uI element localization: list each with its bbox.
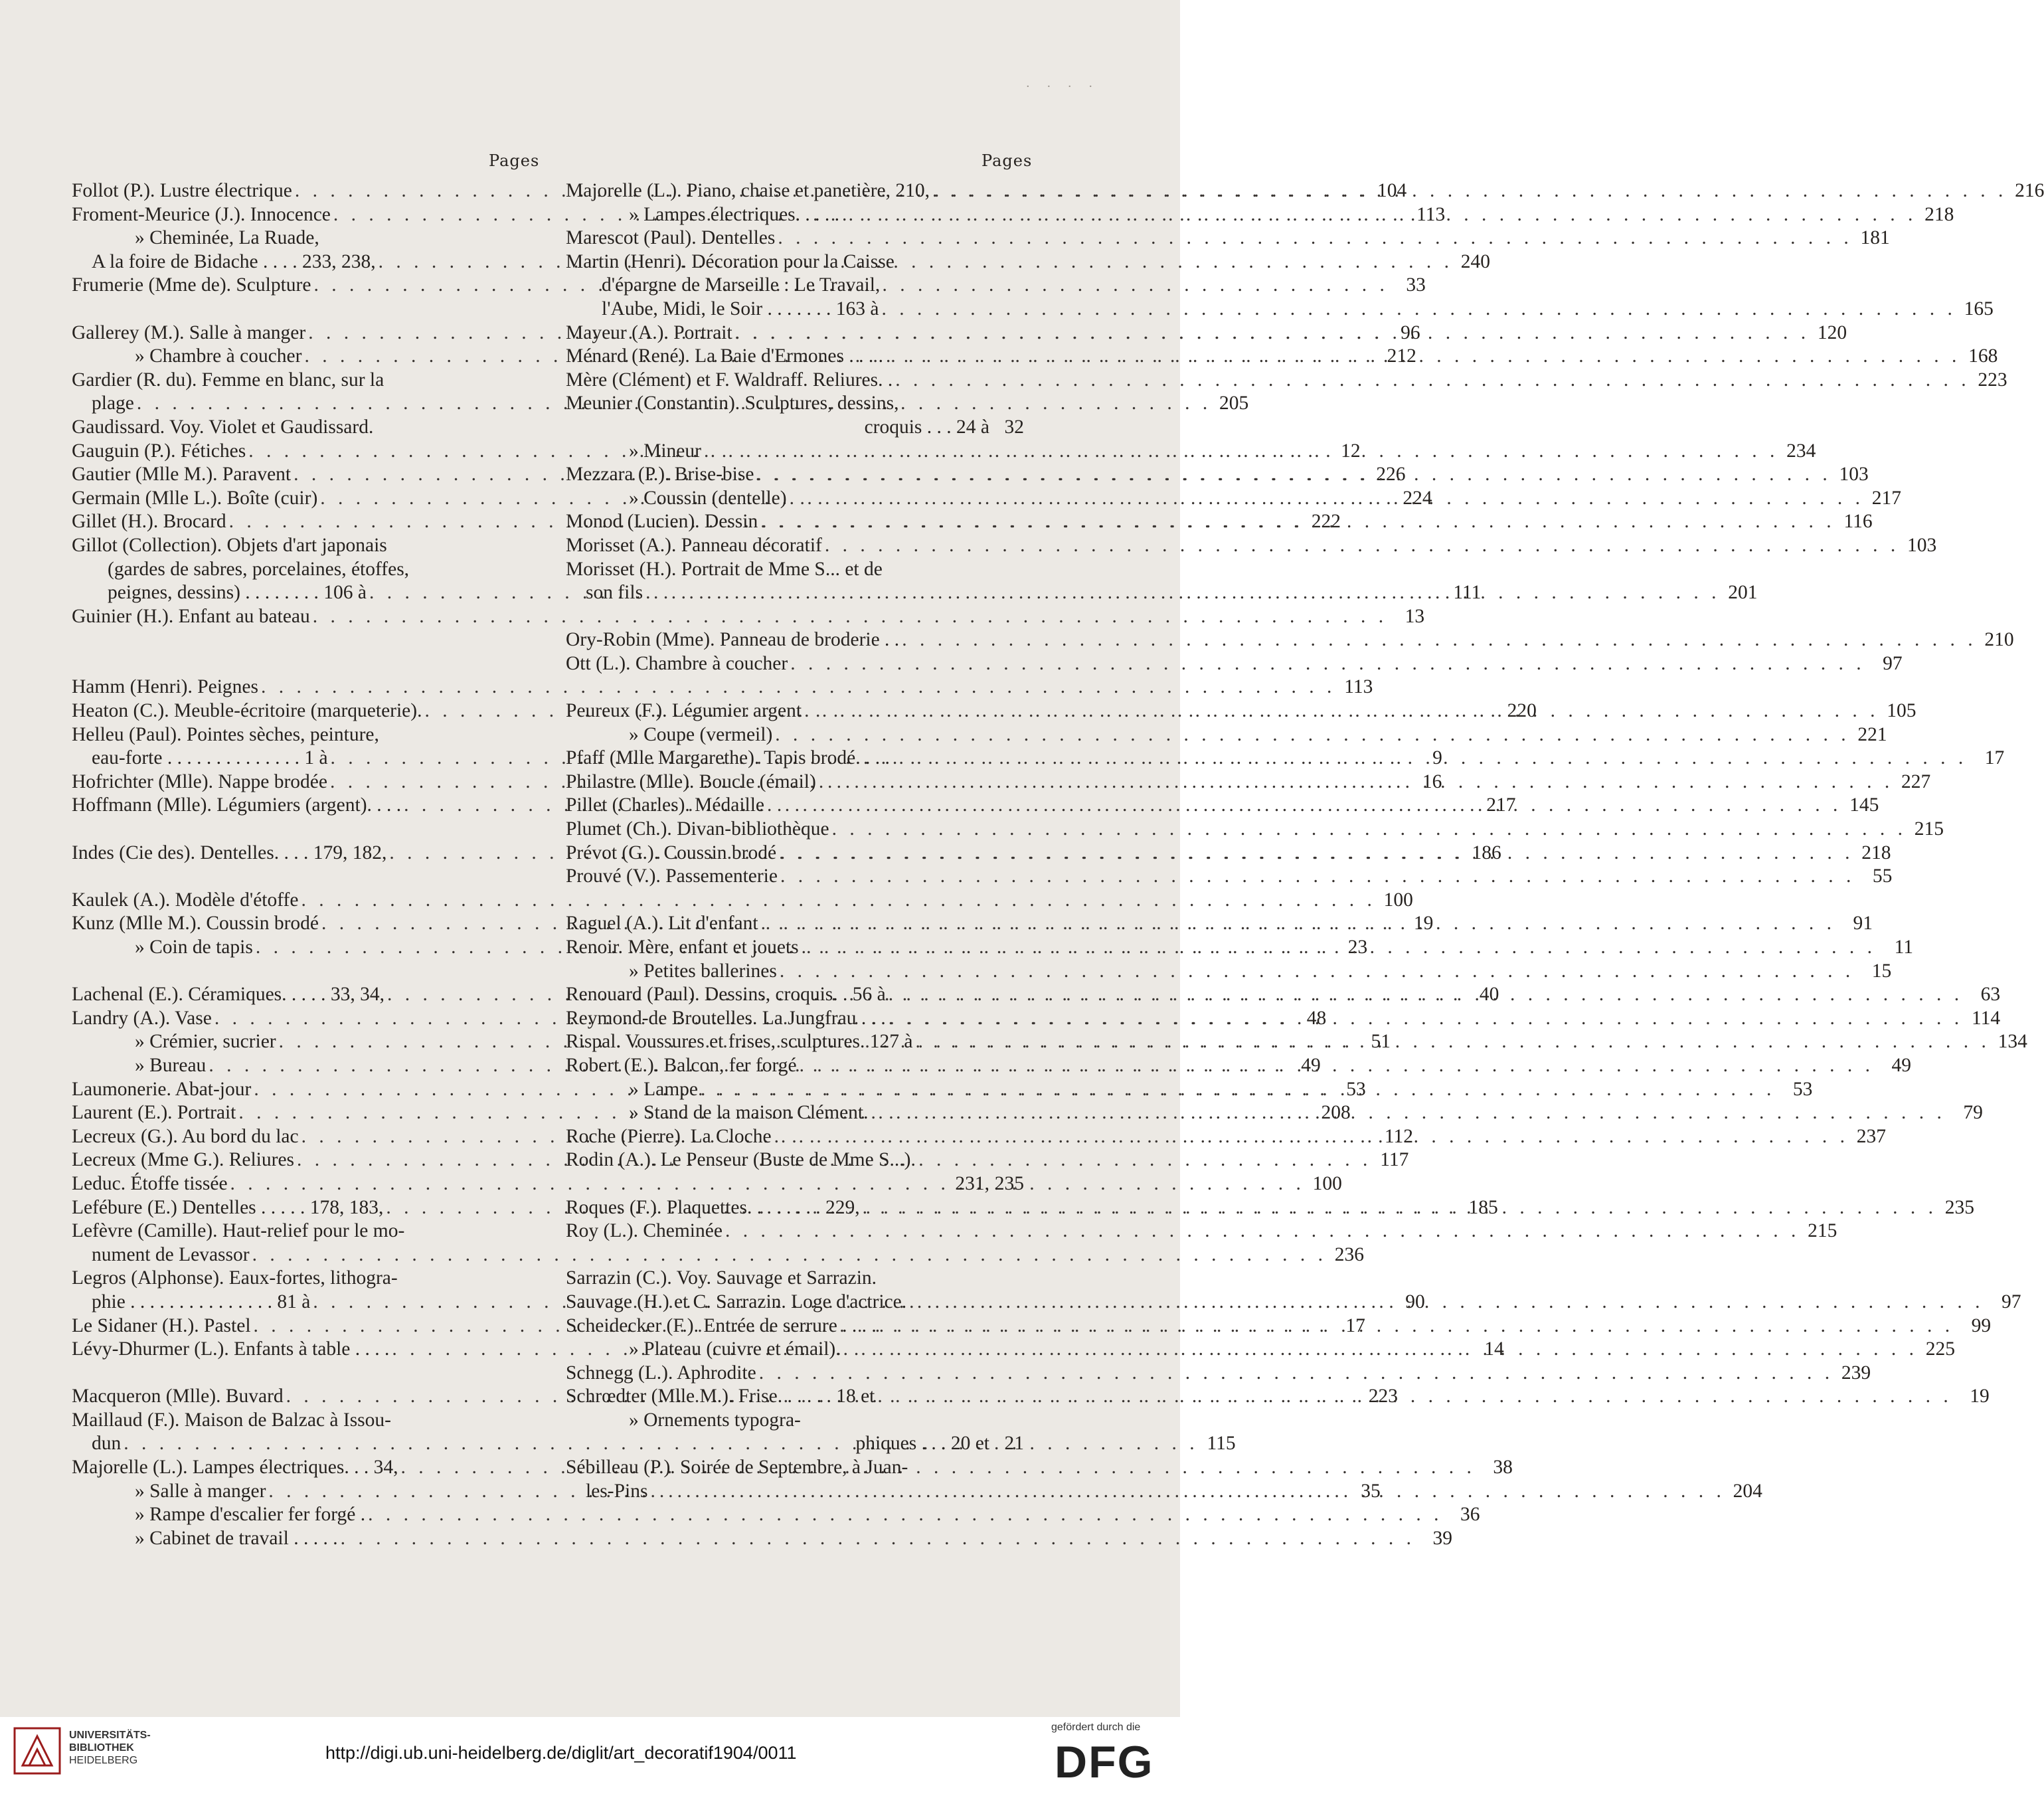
page-number: 38 [1493, 1457, 1513, 1479]
page-number: 221 [1857, 723, 1887, 745]
entry-text: Robert (E.). Balcon, fer forgé [566, 1054, 797, 1076]
page-number: 15 [1871, 960, 1892, 982]
dot-leader [860, 1196, 1940, 1220]
index-entry [566, 1078, 1813, 1102]
index-entry [72, 226, 533, 250]
dot-leader [879, 298, 1958, 321]
entry-text: Pfaff (Mlle Margarethe). Tapis brodé. . . . [566, 747, 890, 769]
dot-leader [758, 912, 1838, 936]
dot-leader [906, 1291, 1986, 1314]
entry-text: Helleu (Paul). Pointes sèches, peinture, [72, 723, 379, 745]
entry-text: les-Pins [586, 1480, 648, 1502]
page-number: 19 [1413, 913, 1434, 935]
dot-leader [778, 865, 1857, 889]
dot-leader [877, 1314, 1956, 1338]
page-number: 17 [1345, 1314, 1365, 1336]
section-spacer [566, 605, 1024, 629]
page-number: 236 [1334, 1243, 1364, 1265]
entry-text: Heaton (C.). Meuble-écritoire (marqueterie). [72, 700, 422, 722]
page-number: 117 [1380, 1149, 1409, 1171]
page-number: 145 [1849, 794, 1879, 816]
entry-text: Rispal. Voussures et frises, sculptures. 127 à [566, 1031, 913, 1053]
page-number: 225 [1925, 1338, 1955, 1360]
page-number: 14 [1484, 1338, 1504, 1360]
page-number: 208 [1321, 1102, 1351, 1124]
dot-leader [777, 960, 1857, 984]
index-entry [566, 250, 1024, 274]
funded-by-label: gefördert durch die [1051, 1722, 1141, 1733]
page-number: 104 [1377, 180, 1407, 201]
entry-text: Gardier (R. du). Femme en blanc, sur la [72, 369, 384, 391]
page-number: 79 [1963, 1102, 1983, 1124]
entry-text: » Cabinet de travail . . . . . [135, 1527, 338, 1549]
page-number: 53 [1346, 1078, 1366, 1100]
index-entry [72, 723, 533, 747]
page-number: 215 [1808, 1220, 1837, 1242]
dot-leader [754, 463, 1833, 487]
entry-text: nument de Levassor [92, 1243, 250, 1265]
index-entry [566, 652, 1903, 676]
index-entry [72, 369, 533, 393]
index-entry [72, 675, 1373, 699]
index-entry [566, 818, 1944, 842]
entry-text: Majorelle (L.). Lampes électriques. . . 34, [72, 1457, 398, 1479]
library-name [69, 1729, 151, 1767]
page-number: 63 [1980, 984, 2001, 1006]
index-entry [566, 392, 1024, 416]
dot-leader [338, 1527, 1418, 1551]
entry-text: Macqueron (Mlle). Buvard [72, 1386, 284, 1407]
section-spacer [72, 652, 533, 676]
dot-leader [829, 818, 1909, 842]
entry-text: Mayeur (A.). Portrait [566, 321, 732, 343]
page-number: 134 [1998, 1031, 2027, 1053]
index-entry [566, 723, 1887, 747]
page-number: 237 [1856, 1125, 1886, 1147]
dot-leader [775, 226, 1855, 250]
entry-text: » Cheminée, La Ruade, [135, 227, 319, 249]
index-entry [566, 1267, 1024, 1291]
entry-text: Lecreux (Mme G.). Reliures [72, 1149, 295, 1171]
dot-leader [756, 1362, 1836, 1386]
dot-leader [816, 770, 1896, 794]
page-number: 216 [2015, 180, 2044, 201]
dot-leader [839, 203, 1919, 227]
dot-leader [913, 1030, 1993, 1054]
dot-leader [883, 345, 1963, 369]
page-number: 234 [1786, 440, 1816, 462]
entry-text: Martin (Henri). Décoration pour la Caisse [566, 250, 894, 272]
page-number: 222 [1311, 511, 1341, 533]
page-number: 23 [1347, 937, 1368, 958]
dfg-logo: DFG [1055, 1737, 1154, 1787]
page-number: 204 [1733, 1480, 1762, 1502]
dot-leader [886, 983, 1966, 1007]
index-entry [72, 1267, 533, 1291]
entry-text: Schnegg (L.). Aphrodite [566, 1362, 756, 1384]
entry-text: Lefèvre (Camille). Haut-relief pour le mo- [72, 1220, 405, 1242]
entry-text: » Stand de la maison Clément. [629, 1102, 869, 1124]
entry-text: son fils [586, 582, 643, 604]
page-number: 17 [1984, 747, 2005, 769]
page-number: 19 [1970, 1386, 1990, 1407]
source-url-link[interactable]: http://digi.ub.uni-heidelberg.de/diglit/art_decoratif1904/0011 [325, 1743, 797, 1763]
entry-text: » Rampe d'escalier fer forgé . [135, 1504, 366, 1526]
entry-text: Roche (Pierre). La Cloche [566, 1125, 772, 1147]
dot-leader [698, 1078, 1778, 1102]
entry-text: » Coussin (dentelle) [629, 487, 787, 509]
entry-text: Philastre (Mlle). Boucle (émail) [566, 770, 816, 792]
index-entry [566, 274, 1024, 298]
section-spacer [72, 818, 533, 842]
page-number: 217 [1486, 794, 1516, 816]
page-number: 55 [1872, 865, 1893, 887]
entry-text: Gauguin (P.). Fétiches [72, 440, 246, 462]
entry-text: Reymond-de Broutelles. La Jungfrau . . . [566, 1007, 886, 1029]
page-number: 212 [1387, 345, 1416, 367]
library-line-3: HEIDELBERG [69, 1755, 138, 1766]
page-number: 39 [1432, 1527, 1452, 1549]
entry-text: Sauvage (H.) et C. Sarrazin. Loge d'actrice. [566, 1291, 907, 1312]
entry-text: » Crémier, sucrier [135, 1031, 276, 1053]
entry-text: Prouvé (V.). Passementerie [566, 865, 778, 887]
entry-text: Indes (Cie des). Dentelles. . . . 179, 182, [72, 842, 387, 863]
entry-text: Ory-Robin (Mme). Panneau de broderie . . [566, 629, 900, 651]
index-entry [72, 1243, 1364, 1267]
pages-header-right: Pages [981, 151, 1033, 170]
entry-text: Froment-Meurice (J.). Innocence [72, 203, 331, 225]
page-number: 100 [1383, 889, 1413, 911]
dot-leader [799, 936, 1879, 960]
entry-text: » Salle à manger [135, 1480, 266, 1502]
entry-text: peignes, dessins) . . . . . . . . 106 à [108, 582, 367, 604]
page-number: 201 [1728, 582, 1758, 604]
entry-text: Sarrazin (C.). Voy. Sauvage et Sarrazin. [566, 1267, 877, 1289]
entry-text: » Lampes électriques. . . . . [629, 203, 840, 225]
page-number: 186 [1472, 842, 1501, 863]
dot-leader [841, 1338, 1920, 1362]
index-entry [566, 298, 1994, 321]
entry-text: Rodin (A.). Le Penseur (Buste de Mme S...). [566, 1149, 916, 1171]
entry-text: Laumonerie. Abat-jour [72, 1078, 252, 1100]
page-number: 9 [1432, 747, 1442, 769]
entry-text: Kunz (Mlle M.). Coussin brodé [72, 913, 319, 935]
page-number: 40 [1479, 984, 1499, 1006]
entry-text: Maillaud (F.). Maison de Balzac à Issou- [72, 1409, 391, 1431]
section-spacer [72, 1362, 533, 1386]
section-spacer [72, 628, 533, 652]
entry-text: Laurent (E.). Portrait [72, 1102, 236, 1124]
entry-text: croquis . . . 24 à [864, 416, 989, 438]
index-entry [72, 1219, 533, 1243]
section-spacer [566, 1243, 1024, 1267]
dot-leader [772, 1125, 1851, 1149]
entry-text: Mezzara (P.). Brise-bise [566, 464, 754, 486]
page-number: 105 [1887, 700, 1916, 722]
entry-text: plage [92, 393, 134, 414]
dot-leader [886, 1007, 1966, 1031]
index-entry [566, 1409, 1024, 1433]
dot-leader [797, 1054, 1877, 1078]
index-entry [566, 226, 1890, 250]
index-entry [72, 1527, 1452, 1551]
index-entry [566, 1054, 1911, 1078]
index-entry [72, 1503, 1480, 1527]
page-number: 99 [1971, 1314, 1992, 1336]
entry-text: Morisset (H.). Portrait de Mme S... et de [566, 558, 883, 580]
entry-text: » Chambre à coucher [135, 345, 302, 367]
index-entry [566, 1456, 1024, 1480]
entry-text: Monod (Lucien). Dessin [566, 511, 758, 533]
entry-text: Ott (L.). Chambre à coucher [566, 652, 788, 674]
index-entry [566, 747, 2005, 770]
library-line-1: UNIVERSITÄTS- [69, 1730, 151, 1741]
entry-text: Schrœdter (Mlle M.). Frise. . . . . . 18 et [566, 1386, 875, 1407]
entry-text: Lefébure (E.) Dentelles . . . . . 178, 183, [72, 1196, 384, 1218]
page-number: 217 [1871, 487, 1901, 509]
page-number: 120 [1817, 321, 1847, 343]
page-number: 32 [1004, 416, 1024, 438]
entry-text: Marescot (Paul). Dentelles [566, 227, 776, 249]
dot-leader [732, 321, 1812, 345]
page-number: 224 [1403, 487, 1432, 509]
dot-leader [890, 747, 1970, 770]
entry-text: 231, [955, 1172, 989, 1194]
index-entry [72, 605, 1425, 629]
entry-text: Frumerie (Mme de). Sculpture [72, 274, 311, 296]
index-entry [72, 1409, 533, 1433]
entry-text: Gallerey (M.). Salle à manger [72, 321, 306, 343]
page-number: 12 [1341, 440, 1361, 462]
entry-text: Gillot (Collection). Objets d'art japonais [72, 534, 387, 556]
page-number: 168 [1968, 345, 1998, 367]
entry-text: Follot (P.). Lustre électrique [72, 180, 292, 201]
page-number: 49 [1301, 1054, 1321, 1076]
entry-text: » Mineur [629, 440, 701, 462]
page-number: 165 [1964, 298, 1994, 319]
entry-text: » Coin de tapis [135, 937, 253, 958]
page-number: 35 [1361, 1480, 1381, 1502]
dot-leader [764, 794, 1844, 818]
entry-text: Plumet (Ch.). Divan-bibliothèque [566, 818, 829, 840]
page-number: 48 [1306, 1007, 1327, 1029]
page-number: 36 [1460, 1504, 1480, 1526]
entry-text: Pillet (Charles). Médaille [566, 794, 765, 816]
entry-text: Legros (Alphonse). Eaux-fortes, lithogra- [72, 1267, 398, 1289]
entry-text: Meunier (Constantin). Sculptures, dessins, [566, 393, 899, 414]
index-entry [72, 889, 1413, 913]
page-number: 205 [1219, 393, 1249, 414]
dot-leader [758, 510, 1837, 534]
entry-text: Prévot (G.). Coussin brodé [566, 842, 777, 863]
page-number: 116 [1843, 511, 1873, 533]
index-entry [566, 1219, 1837, 1243]
entry-text: Raguel (A.). Lit d'enfant [566, 913, 758, 935]
library-line-2: BIBLIOTHEK [69, 1742, 134, 1754]
index-entry [566, 534, 1937, 558]
page-number: 113 [1344, 676, 1373, 698]
index-entry [566, 558, 1024, 582]
page-number: 223 [1978, 369, 2007, 391]
section-spacer [566, 889, 1024, 913]
dot-leader [802, 699, 1881, 723]
entry-text: » Lampe [629, 1078, 699, 1100]
entry-text: eau-forte . . . . . . . . . . . . . . 1 à [92, 747, 328, 769]
page-number: 97 [2001, 1291, 2021, 1312]
page-number: 240 [1460, 250, 1491, 272]
entry-text: l'Aube, Midi, le Soir . . . . . . . 163 à [602, 298, 879, 319]
page-number: 113 [1416, 203, 1446, 225]
page-number: 226 [1376, 464, 1406, 486]
dot-leader [643, 581, 1723, 605]
entry-text: Germain (Mlle L.). Boîte (cuir) [72, 487, 318, 509]
index-entry [566, 960, 1892, 984]
page-number: 215 [1914, 818, 1944, 840]
section-spacer [72, 298, 533, 321]
dot-leader [822, 534, 1902, 558]
entry-text: Hofrichter (Mlle). Nappe brodée [72, 770, 327, 792]
entry-text: Scheidecker (F.). Entrée de serrure . . . . [566, 1314, 877, 1336]
entry-text: » Ornements typogra- [629, 1409, 801, 1431]
section-spacer [72, 960, 533, 984]
entry-text: Renouard (Paul). Dessins, croquis. . 56 à [566, 984, 886, 1006]
dot-leader [788, 652, 1867, 676]
page-number: 13 [1405, 605, 1425, 627]
entry-text: A la foire de Bidache . . . . 233, 238, [92, 250, 376, 272]
dot-leader [365, 1503, 1445, 1527]
index-entry [566, 369, 2007, 393]
index-entry [566, 865, 1893, 889]
entry-text: dun [92, 1433, 122, 1455]
page-number: 111 [1453, 582, 1482, 604]
page-number: 112 [1384, 1125, 1413, 1147]
entry-text: Morisset (A.). Panneau décoratif [566, 534, 822, 556]
entry-text: Hamm (Henri). Peignes [72, 676, 258, 698]
dot-leader [899, 628, 1979, 652]
page-number: 49 [1891, 1054, 1911, 1076]
index-entry [566, 416, 1024, 440]
page-number: 100 [1312, 1172, 1342, 1194]
page-number: 21 [1004, 1433, 1024, 1455]
entry-text: Lévy-Dhurmer (L.). Enfants à table . . . . [72, 1338, 390, 1360]
entry-text: Peureux (F.). Légumier argent [566, 700, 802, 722]
entry-text: » Coupe (vermeil) [629, 723, 773, 745]
entry-text: (gardes de sabres, porcelaines, étoffes, [108, 558, 410, 580]
university-seal-icon [13, 1727, 61, 1775]
page-number: 223 [1368, 1386, 1399, 1407]
entry-text: Le Sidaner (H.). Pastel [72, 1314, 251, 1336]
page-number: 90 [1405, 1291, 1425, 1312]
entry-text: Hoffmann (Mlle). Légumiers (argent). . . . [72, 794, 402, 816]
dot-leader [875, 1385, 1954, 1409]
entry-text: Roques (F.). Plaquettes. . . . . . . . 229, [566, 1196, 860, 1218]
entry-text: Sébilleau (P.). Soirée de Septembre, à Juan- [566, 1457, 908, 1479]
page-number: 227 [1901, 770, 1931, 792]
dot-leader [930, 179, 2009, 203]
page-number: 11 [1894, 937, 1913, 958]
index-entry [566, 1432, 1024, 1456]
pages-header-left: Pages [489, 151, 540, 170]
index-entry [566, 628, 2014, 652]
page-number: 235 [1944, 1196, 1974, 1218]
page-number: 91 [1853, 913, 1873, 935]
page-number: 103 [1839, 464, 1869, 486]
index-entry [72, 558, 533, 582]
entry-text: Ménard (René). La Baie d'Ermones . . . . [566, 345, 883, 367]
page-number: 210 [1984, 629, 2014, 651]
entry-text: Landry (A.). Vase [72, 1007, 212, 1029]
page-number: 220 [1507, 700, 1537, 722]
index-entry [566, 1172, 1024, 1196]
entry-text: Kaulek (A.). Modèle d'étoffe [72, 889, 299, 911]
page-number: 53 [1792, 1078, 1813, 1100]
index-entry [566, 1362, 1871, 1386]
page-number: 235 [994, 1172, 1024, 1194]
dot-leader [647, 1480, 1727, 1504]
index-entry [566, 1148, 1024, 1172]
dot-leader [893, 369, 1972, 393]
page-number: 185 [1468, 1196, 1498, 1218]
entry-text: Gaudissard. Voy. Violet et Gaudissard. [72, 416, 374, 438]
dot-leader [772, 723, 1852, 747]
page-number: 51 [1371, 1031, 1391, 1053]
entry-text: » Plateau (cuivre et émail). [629, 1338, 841, 1360]
entry-text: Lecreux (G.). Au bord du lac [72, 1125, 299, 1147]
page-number: 218 [1924, 203, 1954, 225]
section-spacer [566, 675, 1024, 699]
entry-text: Gautier (Mlle M.). Paravent [72, 464, 292, 486]
entry-text: Leduc. Étoffe tissée [72, 1172, 228, 1194]
page-number: 115 [1207, 1433, 1236, 1455]
dot-leader [787, 487, 1867, 511]
index-entry [72, 534, 533, 558]
entry-text: phie . . . . . . . . . . . . . . . 81 à [92, 1291, 311, 1312]
entry-text: Lachenal (E.). Céramiques. . . . . 33, 34, [72, 984, 385, 1006]
page-number: 103 [1907, 534, 1937, 556]
dot-leader [701, 440, 1781, 464]
entry-text: Mère (Clément) et F. Waldraff. Reliures. . [566, 369, 893, 391]
dot-leader [869, 1101, 1948, 1125]
entry-text: d'épargne de Marseille : Le Travail, [602, 274, 881, 296]
page-number: 97 [1883, 652, 1903, 674]
entry-text: Gillet (H.). Brocard [72, 511, 226, 533]
page-number: 114 [1971, 1007, 2001, 1029]
entry-text: Roy (L.). Cheminée [566, 1220, 723, 1242]
entry-text: » Petites ballerines [629, 960, 777, 982]
entry-text: » Bureau [135, 1054, 207, 1076]
page-number: 33 [1406, 274, 1426, 296]
page-number: 218 [1861, 842, 1891, 863]
dot-leader [723, 1219, 1802, 1243]
dot-leader [776, 842, 1856, 865]
entry-text: phiques . . . 20 et [855, 1433, 989, 1455]
section-spacer [72, 865, 533, 889]
page-number: 16 [1422, 770, 1442, 792]
entry-text: Renoir. Mère, enfant et jouets [566, 937, 799, 958]
page-number: 96 [1401, 321, 1420, 343]
page-number: 239 [1841, 1362, 1871, 1384]
index-entry [72, 416, 533, 440]
page-number: 181 [1860, 227, 1890, 249]
entry-text: Majorelle (L.). Piano, chaise et panetière, 210, [566, 180, 930, 201]
entry-text: Guinier (H.). Enfant au bateau [72, 605, 310, 627]
corner-dots: · · · · [1026, 80, 1100, 94]
